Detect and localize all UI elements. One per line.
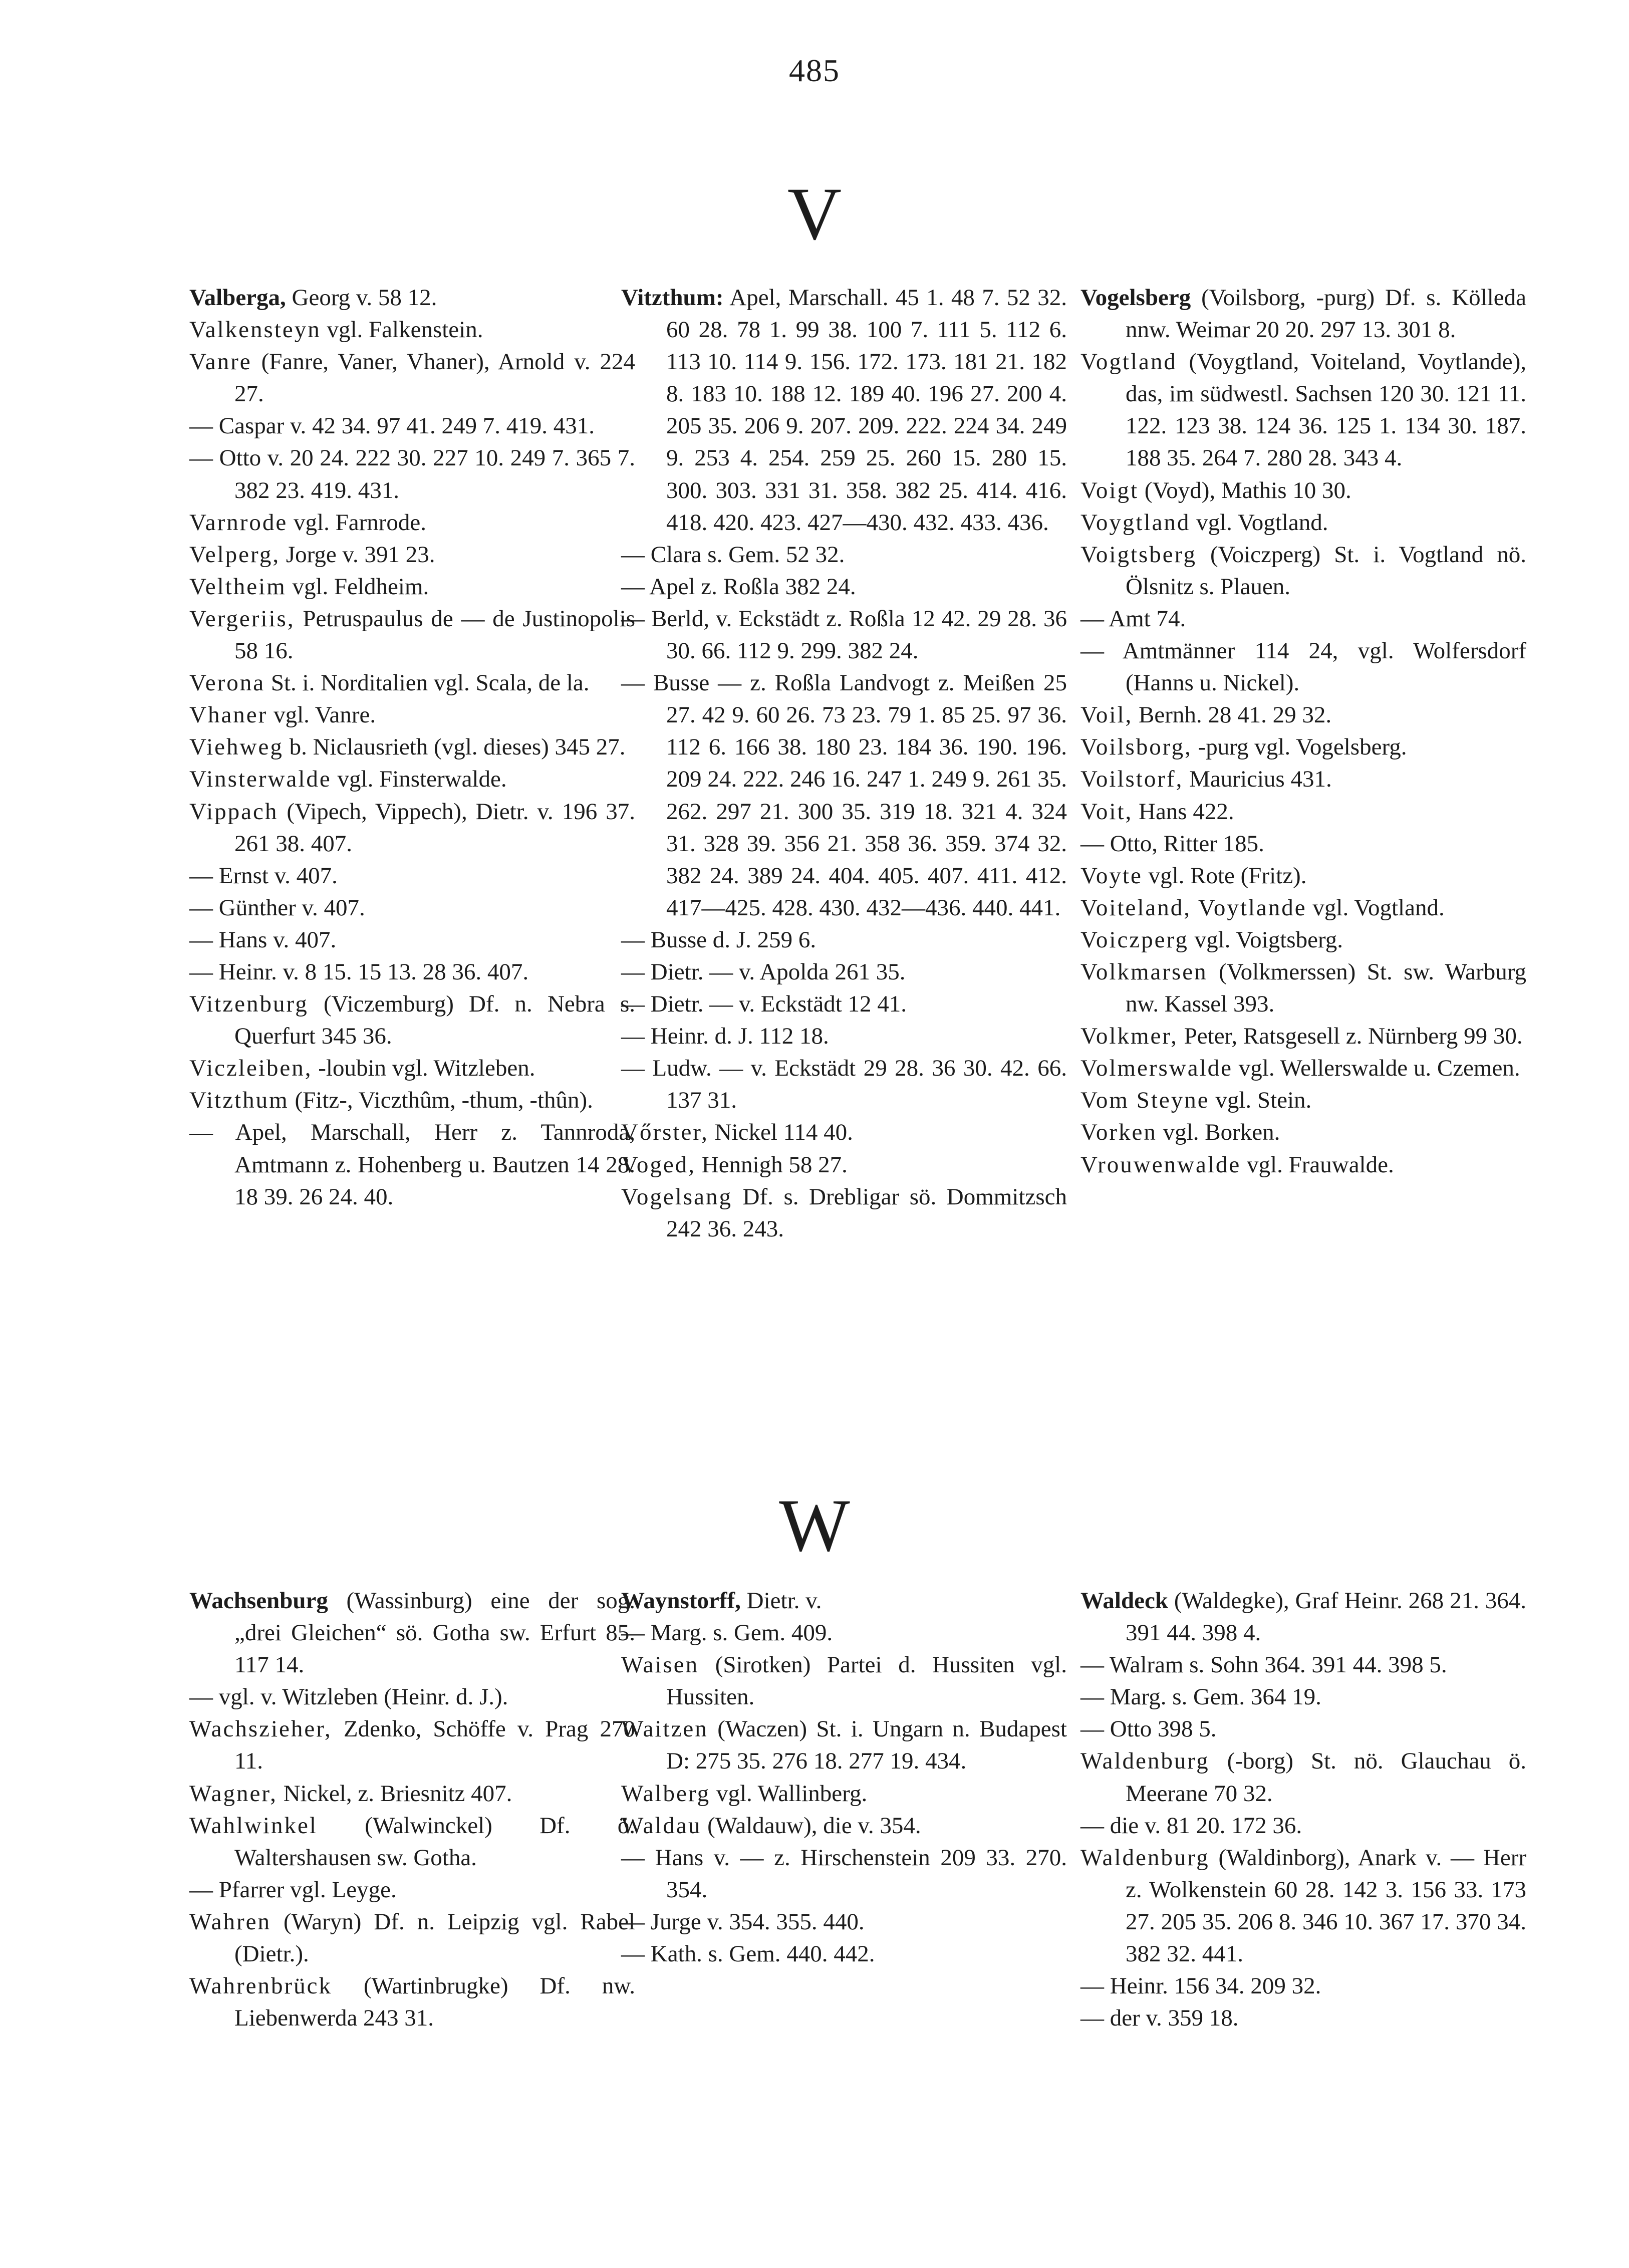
entry-text: (Waczen) St. i. Ungarn n. Budapest D: 275 35. 276 18. 277 19. 434. xyxy=(666,1716,1067,1775)
index-column-v-2 xyxy=(621,282,1067,1245)
index-entry xyxy=(1080,924,1526,956)
index-entry xyxy=(1080,956,1526,1020)
index-column-v-3 xyxy=(1080,282,1526,1181)
index-entry xyxy=(1080,1713,1526,1745)
entry-headword: Waisen xyxy=(621,1652,699,1678)
entry-headword: Walberg xyxy=(621,1780,711,1807)
index-entry xyxy=(621,1116,1067,1148)
index-column-w-3 xyxy=(1080,1585,1526,2034)
entry-headword: Vinsterwalde xyxy=(189,766,332,793)
index-entry xyxy=(1080,892,1526,924)
entry-headword: Wahlwinkel xyxy=(189,1812,318,1839)
entry-text: — Otto 398 5. xyxy=(1080,1716,1217,1742)
entry-text: (Voiczperg) St. i. Vogtland nö. Ölsnitz s. Plauen. xyxy=(1126,541,1526,600)
entry-headword: Voit, xyxy=(1080,798,1133,825)
entry-text: Peter, Ratsgesell z. Nürnberg 99 30. xyxy=(1178,1023,1523,1050)
entry-headword: Vitzenburg xyxy=(189,991,309,1018)
entry-headword: Wachszieher, xyxy=(189,1716,332,1742)
index-column-v-1 xyxy=(189,282,635,1213)
index-entry xyxy=(1080,1681,1526,1713)
entry-text: — Heinr. 156 34. 209 32. xyxy=(1080,1973,1321,1999)
entry-headword: Vanre xyxy=(189,349,252,375)
entry-text: — Kath. s. Gem. 440. 442. xyxy=(621,1941,875,1967)
index-entry xyxy=(189,1713,635,1777)
entry-headword: Voil, xyxy=(1080,702,1133,728)
index-entry xyxy=(1080,1084,1526,1116)
page-number: 485 xyxy=(789,53,840,88)
index-entry xyxy=(189,924,635,956)
entry-text: — Heinr. d. J. 112 18. xyxy=(621,1023,829,1050)
entry-text: Bernh. 28 41. 29 32. xyxy=(1133,702,1332,728)
entry-headword: Wachsenburg xyxy=(189,1588,328,1614)
index-entry xyxy=(189,539,635,571)
index-entry xyxy=(189,571,635,603)
index-entry xyxy=(1080,2002,1526,2034)
entry-text: vgl. Borken. xyxy=(1157,1119,1280,1146)
entry-text: -purg vgl. Vogelsberg. xyxy=(1192,734,1407,761)
index-entry xyxy=(1080,1052,1526,1084)
index-entry xyxy=(189,1052,635,1084)
index-entry xyxy=(1080,828,1526,860)
entry-headword: Vogelsberg xyxy=(1080,285,1191,311)
entry-headword: Valkensteyn xyxy=(189,317,321,343)
entry-text: — Busse d. J. 259 6. xyxy=(621,926,817,953)
entry-text: — Apel z. Roßla 382 24. xyxy=(621,573,856,600)
entry-text: Petruspaulus de — de Justinopolis 58 16. xyxy=(234,605,635,664)
entry-text: — Clara s. Gem. 52 32. xyxy=(621,541,845,568)
entry-text: — der v. 359 18. xyxy=(1080,2005,1239,2032)
entry-text: — Walram s. Sohn 364. 391 44. 398 5. xyxy=(1080,1652,1447,1678)
index-entry xyxy=(189,731,635,763)
entry-headword: Vergeriis, xyxy=(189,605,295,632)
entry-headword: Wagner, xyxy=(189,1780,278,1807)
index-entry xyxy=(1080,1020,1526,1052)
entry-text: (Waldegke), Graf Heinr. 268 21. 364. 391 44. 398 4. xyxy=(1126,1588,1526,1646)
index-entry xyxy=(621,1906,1067,1938)
index-entry xyxy=(1080,603,1526,635)
entry-headword: Vőrster, xyxy=(621,1119,709,1146)
entry-text: — Berld, v. Eckstädt z. Roßla 12 42. 29 28. 36 30. 66. 112 9. 299. 382 24. xyxy=(621,605,1067,664)
entry-headword: Varnrode xyxy=(189,509,288,536)
entry-text: (Fitz-, Viczthûm, -thum, -thûn). xyxy=(289,1087,593,1114)
entry-headword: Voilstorf, xyxy=(1080,766,1184,793)
index-entry xyxy=(189,410,635,442)
index-entry xyxy=(189,796,635,860)
index-entry xyxy=(1080,1649,1526,1681)
entry-headword: Vippach xyxy=(189,798,279,825)
entry-text: — Caspar v. 42 34. 97 41. 249 7. 419. 431. xyxy=(189,413,595,439)
index-entry xyxy=(1080,699,1526,731)
entry-text: vgl. Voigtsberg. xyxy=(1188,926,1343,953)
entry-text: Hans 422. xyxy=(1133,798,1234,825)
entry-headword: Waynstorff, xyxy=(621,1588,741,1614)
index-entry xyxy=(1080,1745,1526,1809)
entry-text: (Voilsborg, -purg) Df. s. Kölleda nnw. Weimar 20 20. 297 13. 301 8. xyxy=(1126,285,1526,343)
entry-headword: Vitzthum: xyxy=(621,285,724,311)
entry-headword: Voigt xyxy=(1080,477,1139,503)
index-entry xyxy=(189,282,635,314)
index-entry xyxy=(189,1116,635,1212)
entry-headword: Voiczperg xyxy=(1080,926,1189,953)
entry-text: — Marg. s. Gem. 409. xyxy=(621,1620,833,1646)
entry-headword: Vorken xyxy=(1080,1119,1157,1146)
index-entry xyxy=(189,1585,635,1681)
index-entry xyxy=(621,539,1067,571)
entry-text: (Waldinborg), Anark v. — Herr z. Wolkenstein 60 28. 142 3. 156 33. 173 27. 205 35. 206 8. 346 10. 367 17. 370 34. 382 32. 441. xyxy=(1126,1844,1526,1967)
entry-text: — Ernst v. 407. xyxy=(189,862,338,889)
index-entry xyxy=(621,1649,1067,1713)
index-column-w-1 xyxy=(189,1585,635,2034)
entry-headword: Voygtland xyxy=(1080,509,1191,536)
entry-headword: Verona xyxy=(189,670,265,696)
entry-text: (-borg) St. nö. Glauchau ö. Meerane 70 32. xyxy=(1126,1748,1526,1807)
entry-headword: Vrouwenwalde xyxy=(1080,1151,1241,1178)
entry-headword: Voged, xyxy=(621,1151,696,1178)
index-entry xyxy=(1080,346,1526,474)
entry-text: vgl. Feldheim. xyxy=(286,573,429,600)
entry-headword: Waldenburg xyxy=(1080,1748,1210,1775)
entry-text: (Sirotken) Partei d. Hussiten vgl. Hussiten. xyxy=(666,1652,1067,1710)
entry-text: Nickel, z. Briesnitz 407. xyxy=(277,1780,512,1807)
index-entry xyxy=(1080,763,1526,795)
entry-text: Nickel 114 40. xyxy=(708,1119,853,1146)
entry-text: — Busse — z. Roßla Landvogt z. Meißen 25 27. 42 9. 60 26. 73 23. 79 1. 85 25. 97 36. 112 6. 166 38. 180 23. 184 36. 190. 196. 209 24. 222. 246 16. 247 1. 249 9. 261 35. 262. 297 21. 300 35. 319 18. 321 4. 324 31. 328 39. 356 21. 358 36. 359. 374 32. 382 24. 389 24. 404. 405. 407. 411. 412. 417—425. 428. 430. 432—436. 440. 441. xyxy=(621,670,1067,921)
entry-text: Jorge v. 391 23. xyxy=(280,541,435,568)
entry-text: vgl. Vogtland. xyxy=(1306,894,1445,921)
index-entry xyxy=(1080,731,1526,763)
index-entry xyxy=(621,1020,1067,1052)
entry-text: Georg v. 58 12. xyxy=(286,285,437,311)
index-entry xyxy=(1080,539,1526,603)
index-entry xyxy=(189,956,635,988)
entry-headword: Waldau xyxy=(621,1812,702,1839)
index-entry xyxy=(621,1585,1067,1617)
index-entry xyxy=(1080,796,1526,828)
index-entry xyxy=(189,1970,635,2034)
index-entry xyxy=(189,763,635,795)
index-column-w-2 xyxy=(621,1585,1067,1970)
entry-text: — Ludw. — v. Eckstädt 29 28. 36 30. 42. 66. 137 31. xyxy=(621,1055,1067,1114)
entry-text: Dietr. v. xyxy=(740,1588,822,1614)
entry-headword: Vhaner xyxy=(189,702,268,728)
index-entry xyxy=(1080,282,1526,346)
entry-text: — Dietr. — v. Apolda 261 35. xyxy=(621,958,906,985)
entry-headword: Wahrenbrück xyxy=(189,1973,332,1999)
entry-text: Mauricius 431. xyxy=(1183,766,1332,793)
index-entry xyxy=(189,988,635,1052)
entry-text: — die v. 81 20. 172 36. xyxy=(1080,1812,1302,1839)
index-entry xyxy=(621,1149,1067,1181)
entry-text: — Amt 74. xyxy=(1080,605,1186,632)
entry-headword: Valberga, xyxy=(189,285,286,311)
entry-headword: Vogtland xyxy=(1080,349,1177,375)
index-entry xyxy=(621,1938,1067,1970)
entry-text: (Waldauw), die v. 354. xyxy=(701,1812,921,1839)
index-entry xyxy=(621,924,1067,956)
index-entry xyxy=(189,507,635,539)
index-entry xyxy=(621,1713,1067,1777)
index-entry xyxy=(1080,474,1526,507)
index-entry xyxy=(621,1181,1067,1245)
entry-text: vgl. Vogtland. xyxy=(1190,509,1328,536)
entry-text: vgl. Frauwalde. xyxy=(1241,1151,1394,1178)
index-entry xyxy=(189,1681,635,1713)
entry-text: Zdenko, Schöffe v. Prag 270 11. xyxy=(234,1716,635,1775)
entry-text: vgl. Wellerswalde u. Czemen. xyxy=(1233,1055,1520,1082)
entry-text: Hennigh 58 27. xyxy=(696,1151,848,1178)
entry-text: — Jurge v. 354. 355. 440. xyxy=(621,1908,865,1935)
index-entry xyxy=(189,1084,635,1116)
index-entry xyxy=(1080,507,1526,539)
index-entry xyxy=(1080,1842,1526,1970)
entry-headword: Voiteland, Voytlande xyxy=(1080,894,1307,921)
index-entry xyxy=(189,892,635,924)
index-entry xyxy=(189,1906,635,1970)
entry-text: — Amtmänner 114 24, vgl. Wolfersdorf (Hanns u. Nickel). xyxy=(1080,638,1526,696)
entry-headword: Volkmarsen xyxy=(1080,958,1208,985)
entry-text: St. i. Norditalien vgl. Scala, de la. xyxy=(265,670,590,696)
index-entry xyxy=(621,1778,1067,1810)
entry-text: (Walwinckel) Df. ö. Waltershausen sw. Gotha. xyxy=(234,1812,635,1871)
entry-headword: Voigtsberg xyxy=(1080,541,1197,568)
entry-headword: Viczleiben, xyxy=(189,1055,313,1082)
entry-text: vgl. Vanre. xyxy=(267,702,376,728)
entry-text: (Wassinburg) eine der sog. „drei Gleichen“ sö. Gotha sw. Erfurt 85. 117 14. xyxy=(234,1588,635,1678)
index-entry xyxy=(189,346,635,410)
index-entry xyxy=(621,1617,1067,1649)
entry-text: — Hans v. — z. Hirschenstein 209 33. 270. 354. xyxy=(621,1844,1067,1903)
entry-text: vgl. Farnrode. xyxy=(288,509,426,536)
index-entry xyxy=(621,1810,1067,1842)
entry-text: — Marg. s. Gem. 364 19. xyxy=(1080,1684,1321,1710)
index-entry xyxy=(621,1842,1067,1906)
index-entry xyxy=(1080,635,1526,699)
index-entry xyxy=(621,603,1067,667)
entry-text: vgl. Stein. xyxy=(1209,1087,1312,1114)
index-entry xyxy=(621,956,1067,988)
entry-headword: Vitzthum xyxy=(189,1087,289,1114)
section-heading-v: V xyxy=(787,172,842,256)
entry-text: b. Niclausrieth (vgl. dieses) 345 27. xyxy=(283,734,626,761)
index-entry xyxy=(1080,1149,1526,1181)
entry-text: Df. s. Drebligar sö. Dommitzsch 242 36. 243. xyxy=(666,1183,1067,1242)
index-entry xyxy=(621,988,1067,1020)
entry-text: — Otto v. 20 24. 222 30. 227 10. 249 7. 365 7. 382 23. 419. 431. xyxy=(189,445,635,503)
entry-text: — Dietr. — v. Eckstädt 12 41. xyxy=(621,991,907,1018)
entry-text: (Volkmerssen) St. sw. Warburg nw. Kassel 393. xyxy=(1126,958,1526,1018)
entry-text: — Apel, Marschall, Herr z. Tannroda, Amtmann z. Hohenberg u. Bautzen 14 28. 18 39. 26 24. 40. xyxy=(189,1119,635,1210)
entry-text: — Pfarrer vgl. Leyge. xyxy=(189,1876,397,1903)
index-entry xyxy=(189,667,635,699)
entry-headword: Waitzen xyxy=(621,1716,708,1742)
entry-headword: Voyte xyxy=(1080,862,1143,889)
index-entry xyxy=(621,1052,1067,1116)
index-entry xyxy=(189,860,635,892)
entry-headword: Waldeck xyxy=(1080,1588,1168,1614)
entry-headword: Wahren xyxy=(189,1908,271,1935)
entry-text: (Voyd), Mathis 10 30. xyxy=(1139,477,1351,503)
index-entry xyxy=(189,1810,635,1874)
entry-text: (Waryn) Df. n. Leipzig vgl. Rabel (Dietr.). xyxy=(234,1908,635,1967)
entry-text: — vgl. v. Witzleben (Heinr. d. J.). xyxy=(189,1684,508,1710)
entry-headword: Velperg, xyxy=(189,541,281,568)
entry-text: vgl. Finsterwalde. xyxy=(331,766,507,793)
index-entry xyxy=(189,603,635,667)
entry-text: Apel, Marschall. 45 1. 48 7. 52 32. 60 28. 78 1. 99 38. 100 7. 111 5. 112 6. 113 10. 114 9. 156. 172. 173. 181 21. 182 8. 183 10. 188 12. 189 40. 196 27. 200 4. 205 35. 206 9. 207. 209. 222. 224 34. 249 9. 253 4. 254. 259 25. 260 15. 280 15. 300. 303. 331 31. 358. 382 25. 414. 416. 418. 420. 423. 427—430. 432. 433. 436. xyxy=(666,285,1067,536)
entry-headword: Waldenburg xyxy=(1080,1844,1210,1871)
entry-headword: Vogelsang xyxy=(621,1183,732,1210)
entry-text: — Heinr. v. 8 15. 15 13. 28 36. 407. xyxy=(189,958,529,985)
index-entry xyxy=(1080,1810,1526,1842)
index-entry xyxy=(1080,1585,1526,1649)
index-entry xyxy=(1080,860,1526,892)
index-entry xyxy=(621,667,1067,924)
entry-text: — Hans v. 407. xyxy=(189,926,337,953)
section-heading-w: W xyxy=(779,1484,850,1567)
index-entry xyxy=(189,314,635,346)
entry-text: vgl. Rote (Fritz). xyxy=(1142,862,1307,889)
entry-text: vgl. Falkenstein. xyxy=(321,317,483,343)
entry-text: (Viczemburg) Df. n. Nebra s. Querfurt 345 36. xyxy=(234,991,635,1050)
index-entry xyxy=(621,571,1067,603)
entry-text: vgl. Wallinberg. xyxy=(710,1780,868,1807)
entry-text: (Fanre, Vaner, Vhaner), Arnold v. 224 27. xyxy=(234,349,635,407)
entry-text: — Otto, Ritter 185. xyxy=(1080,830,1264,857)
entry-text: — Günther v. 407. xyxy=(189,894,365,921)
entry-text: (Vipech, Vippech), Dietr. v. 196 37. 261 38. 407. xyxy=(234,798,635,857)
index-entry xyxy=(1080,1970,1526,2002)
entry-headword: Veltheim xyxy=(189,573,287,600)
index-entry xyxy=(1080,1116,1526,1148)
entry-text: (Wartinbrugke) Df. nw. Liebenwerda 243 31. xyxy=(234,1973,635,2032)
entry-headword: Volkmer, xyxy=(1080,1023,1178,1050)
entry-headword: Viehweg xyxy=(189,734,284,761)
entry-text: (Voygtland, Voiteland, Voytlande), das, im südwestl. Sachsen 120 30. 121 11. 122. 123 38. 124 36. 125 1. 134 30. 187. 188 35. 264 7. 280 28. 343 4. xyxy=(1126,349,1526,471)
index-entry xyxy=(189,1778,635,1810)
entry-headword: Voilsborg, xyxy=(1080,734,1192,761)
entry-headword: Vom Steyne xyxy=(1080,1087,1210,1114)
entry-text: -loubin vgl. Witzleben. xyxy=(312,1055,535,1082)
index-entry xyxy=(189,1874,635,1906)
index-entry xyxy=(621,282,1067,539)
index-entry xyxy=(189,699,635,731)
entry-headword: Volmerswalde xyxy=(1080,1055,1233,1082)
index-entry xyxy=(189,442,635,506)
